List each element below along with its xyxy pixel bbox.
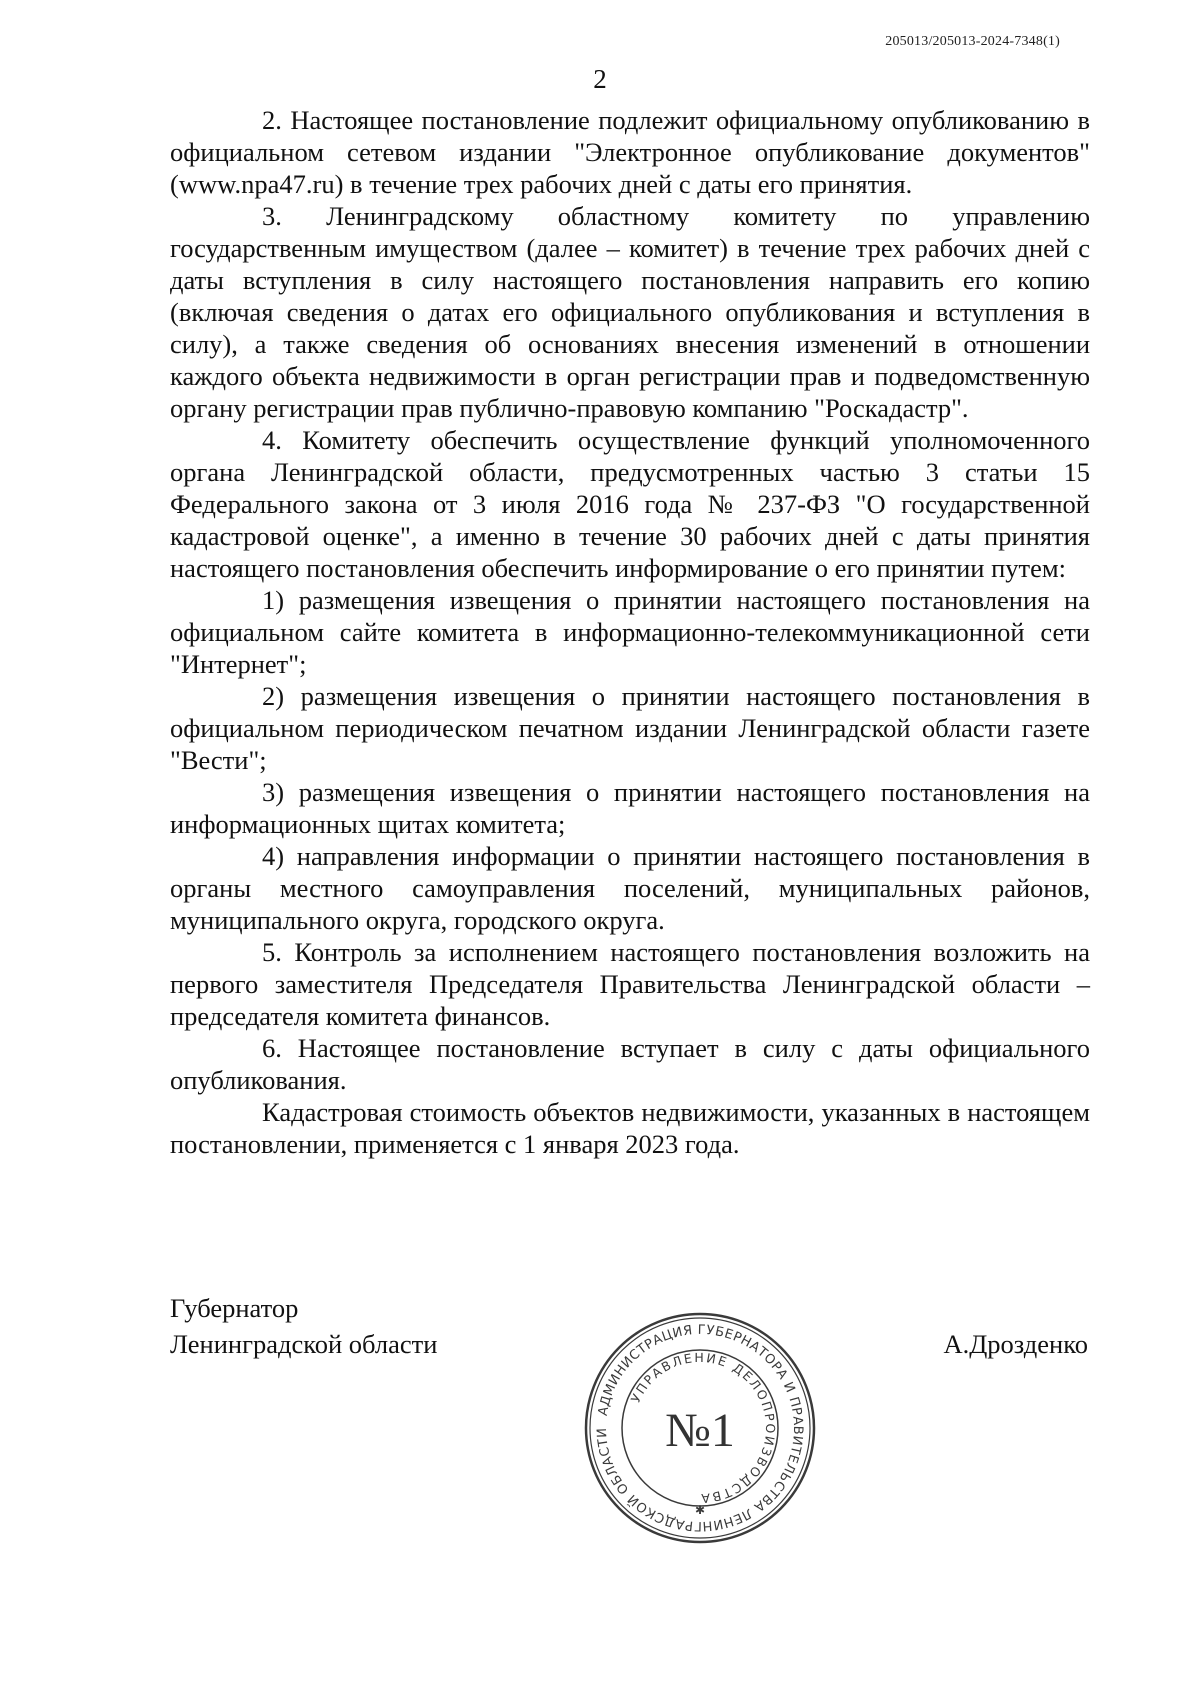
stamp-number: №1 bbox=[665, 1404, 735, 1457]
paragraph-6-effective: 6. Настоящее постановление вступает в силу с даты официального опубликования. bbox=[170, 1033, 1090, 1095]
svg-text:✱: ✱ bbox=[694, 1503, 706, 1517]
paragraph-5-control: 5. Контроль за исполнением настоящего постановления возложить на первого заместителя Председателя Правительства Ленинградской области – председателя комитета финансов. bbox=[170, 937, 1090, 1031]
signatory-region: Ленинградской области bbox=[170, 1329, 438, 1359]
paragraph-2-publication: 2. Настоящее постановление подлежит официальному опубликованию в официальном сетевом издании "Электронное опубликование документов" (www.npa47.ru) в течение трех рабочих дней с даты его принятия. bbox=[170, 105, 1090, 199]
paragraph-3-committee: 3. Ленинградскому областному комитету по управлению государственным имуществом (далее – комитет) в течение трех рабочих дней с даты вступления в силу настоящего постановления направить его копию (включая сведения о датах его официального опубликования и вступления в силу), а также сведения об основаниях внесения изменений в отношении каждого объекта недвижимости в орган регистрации прав и подведомственную органу регистрации прав публично-правовую компанию "Роскадастр". bbox=[170, 201, 1090, 423]
document-id: 205013/205013-2024-7348(1) bbox=[885, 34, 1060, 49]
official-stamp bbox=[580, 1308, 820, 1548]
stamp-seal-icon bbox=[580, 1308, 820, 1548]
list-item-1: 1) размещения извещения о принятии настоящего постановления на официальном сайте комитета в информационно-телекоммуникационной сети "Интернет"; bbox=[170, 585, 1090, 679]
page-number: 2 bbox=[593, 64, 607, 94]
paragraph-4-informing: 4. Комитету обеспечить осуществление функций уполномоченного органа Ленинградской области, предусмотренных частью 3 статьи 15 Федерального закона от 3 июля 2016 года № 237-ФЗ "О государственной кадастровой оценке", а именно в течение 30 рабочих дней с даты принятия настоящего постановления обеспечить информирование о его принятии путем: bbox=[170, 425, 1090, 583]
list-item-4: 4) направления информации о принятии настоящего постановления в органы местного самоуправления поселений, муниципальных районов, муниципального округа, городского округа. bbox=[170, 841, 1090, 935]
stamp-outer-text: АДМИНИСТРАЦИЯ ГУБЕРНАТОРА И ПРАВИТЕЛЬСТВА ЛЕНИНГРАДСКОЙ ОБЛАСТИ bbox=[594, 1322, 806, 1534]
list-item-3: 3) размещения извещения о принятии настоящего постановления на информационных щитах комитета; bbox=[170, 777, 1090, 839]
signature-block bbox=[170, 1290, 437, 1362]
signatory-position: Губернатор bbox=[170, 1293, 299, 1323]
stamp-inner-text: УПРАВЛЕНИЕ ДЕЛОПРОИЗВОДСТВА bbox=[627, 1349, 779, 1507]
signatory-name: А.Дрозденко bbox=[943, 1329, 1088, 1359]
document-body bbox=[170, 104, 1090, 1160]
list-item-2: 2) размещения извещения о принятии настоящего постановления в официальном периодическом печатном издании Ленинградской области газете "Вести"; bbox=[170, 681, 1090, 775]
paragraph-cadastral-value: Кадастровая стоимость объектов недвижимости, указанных в настоящем постановлении, применяется с 1 января 2023 года. bbox=[170, 1097, 1090, 1159]
